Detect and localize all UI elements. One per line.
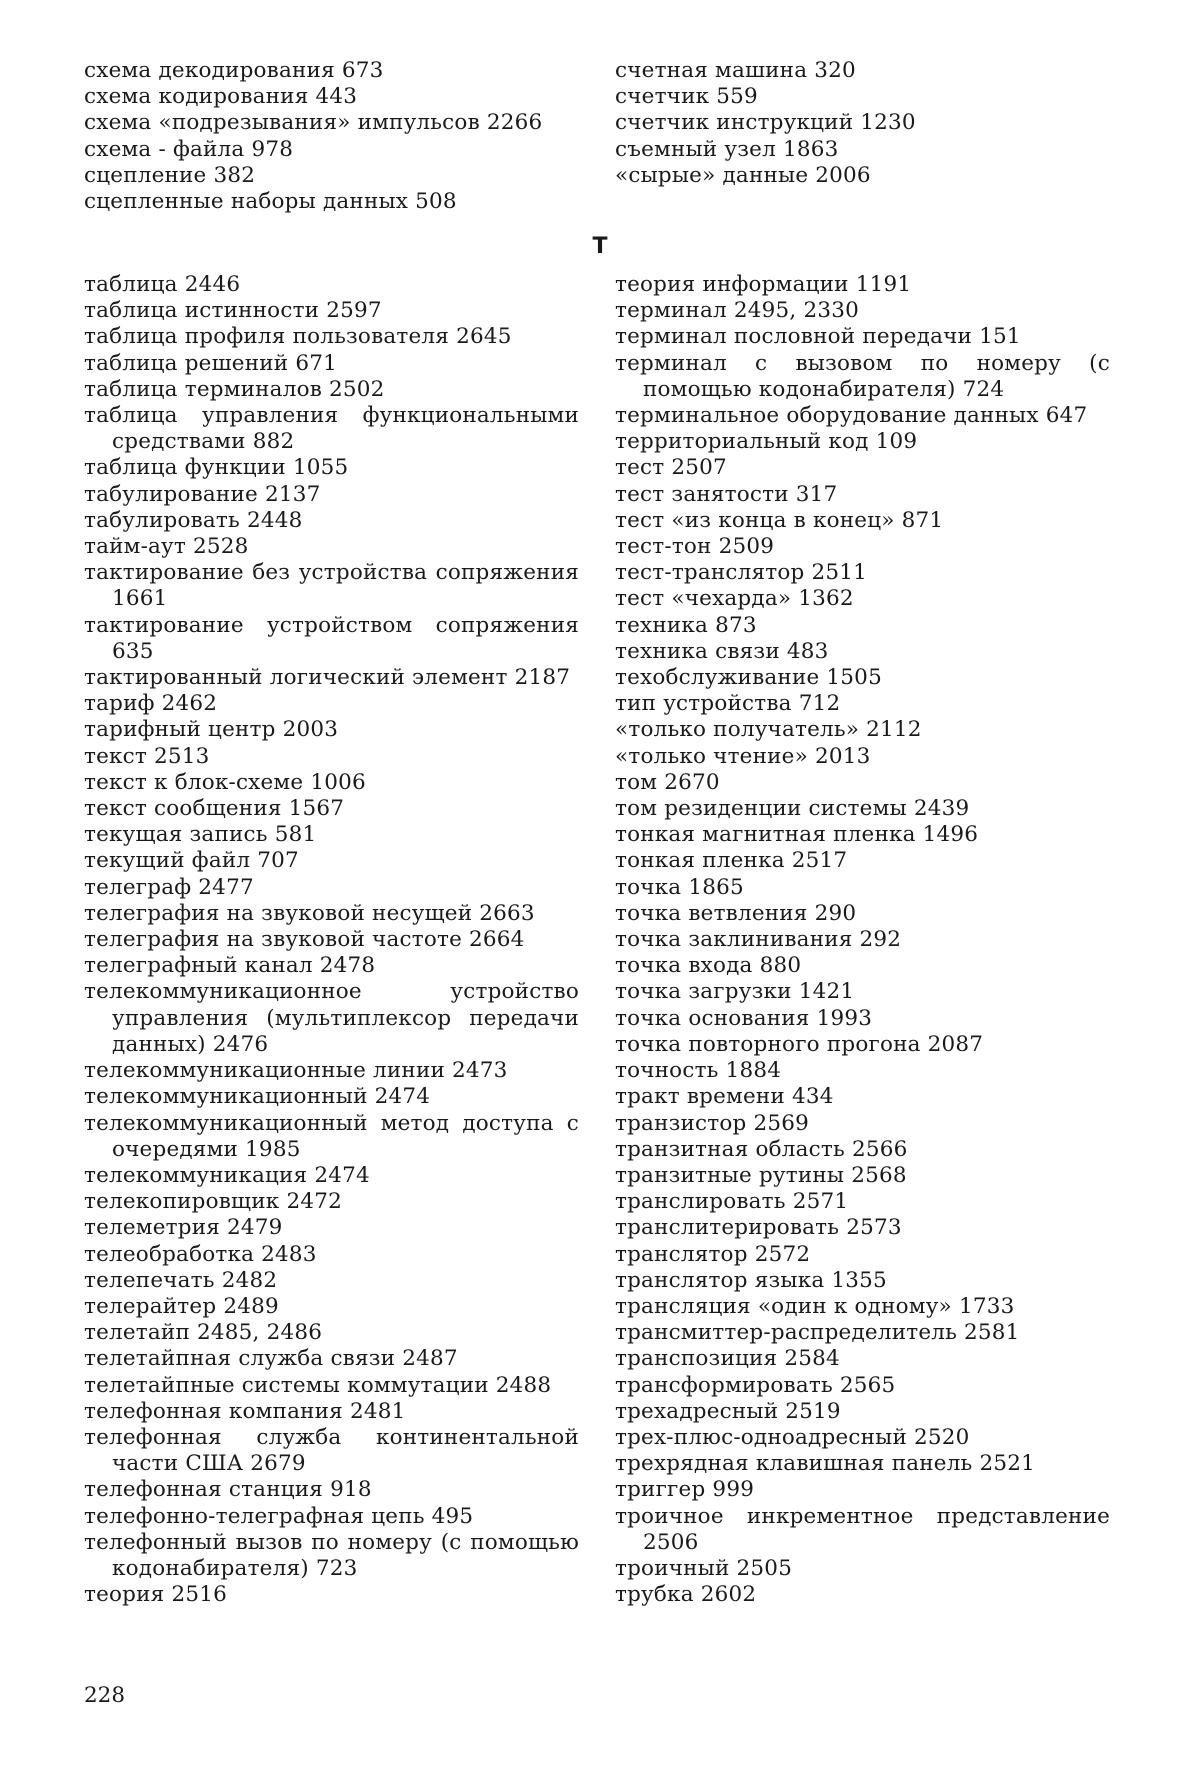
top-right-column xyxy=(615,58,1110,189)
index-entry: телефонная компания 2481 xyxy=(84,1398,406,1424)
index-entry: телеобработка 2483 xyxy=(84,1241,317,1267)
index-entry: точка ветвления 290 xyxy=(615,900,857,926)
index-entry: таблица управления функциональными средствами 882 xyxy=(84,403,579,455)
index-entry: схема - файла 978 xyxy=(84,136,294,162)
index-entry: транслятор 2572 xyxy=(615,1241,811,1267)
index-entry: телеметрия 2479 xyxy=(84,1215,283,1241)
index-entry: тест 2507 xyxy=(615,455,727,481)
index-entry: трех-плюс-одноадресный 2520 xyxy=(615,1424,970,1450)
index-entry: тест «из конца в конец» 871 xyxy=(615,507,944,533)
index-entry: телетайп 2485, 2486 xyxy=(84,1320,323,1346)
index-entry: текущая запись 581 xyxy=(84,822,317,848)
index-entry: транслятор языка 1355 xyxy=(615,1267,887,1293)
index-entry: схема кодирования 443 xyxy=(84,84,358,110)
index-entry: трансмиттер-распределитель 2581 xyxy=(615,1320,1020,1346)
index-entry: телекоммуникационный метод доступа с очередями 1985 xyxy=(84,1110,579,1162)
index-entry: телеграфия на звуковой несущей 2663 xyxy=(84,900,535,926)
index-entry: съемный узел 1863 xyxy=(615,136,839,162)
index-entry: текст 2513 xyxy=(84,743,210,769)
index-entry: тракт времени 434 xyxy=(615,1084,834,1110)
index-entry: техника 873 xyxy=(615,612,757,638)
index-entry: таблица 2446 xyxy=(84,272,241,297)
index-entry: тест-тон 2509 xyxy=(615,534,775,560)
index-entry: терминал пословной передачи 151 xyxy=(615,324,1021,350)
index-entry: телеграфия на звуковой частоте 2664 xyxy=(84,927,525,953)
index-entry: трубка 2602 xyxy=(615,1582,757,1608)
index-entry: теория информации 1191 xyxy=(615,272,912,297)
index-entry: терминал с вызовом по номеру (с помощью кодонабирателя) 724 xyxy=(615,350,1110,402)
index-entry: телетайпные системы коммутации 2488 xyxy=(84,1372,552,1398)
index-entry: «только получатель» 2112 xyxy=(615,717,922,743)
page-number: 228 xyxy=(84,1683,126,1708)
index-entry: тонкая пленка 2517 xyxy=(615,848,848,874)
index-entry: схема «подрезывания» импульсов 2266 xyxy=(84,110,543,136)
index-entry: техобслуживание 1505 xyxy=(615,665,882,691)
index-entry: телефонная служба континентальной части США 2679 xyxy=(84,1424,579,1477)
index-entry: тариф 2462 xyxy=(84,691,218,717)
index-entry: терминальное оборудование данных 647 xyxy=(615,403,1088,429)
index-entry: точка загрузки 1421 xyxy=(615,979,855,1005)
index-entry: точка повторного прогона 2087 xyxy=(615,1031,984,1057)
index-entry: сцепленные наборы данных 508 xyxy=(84,189,457,215)
main-left-column xyxy=(84,272,579,1608)
index-entry: теория 2516 xyxy=(84,1582,227,1608)
index-entry: телекоммуникационное устройство управления (мультиплексор передачи данных) 2476 xyxy=(84,979,579,1057)
index-entry: триггер 999 xyxy=(615,1477,755,1503)
index-entry: тонкая магнитная пленка 1496 xyxy=(615,822,979,848)
index-entry: тайм-аут 2528 xyxy=(84,534,249,560)
index-entry: трансформировать 2565 xyxy=(615,1372,896,1398)
index-entry: текст сообщения 1567 xyxy=(84,796,345,822)
index-entry: телеграф 2477 xyxy=(84,874,254,900)
index-entry: тест занятости 317 xyxy=(615,481,838,507)
index-entry: телефонная станция 918 xyxy=(84,1477,372,1503)
index-entry: счетчик инструкций 1230 xyxy=(615,110,916,136)
index-entry: «только чтение» 2013 xyxy=(615,743,871,769)
index-entry: телекоммуникационный 2474 xyxy=(84,1084,431,1110)
index-entry: схема декодирования 673 xyxy=(84,58,384,83)
index-entry: транслировать 2571 xyxy=(615,1189,849,1215)
index-entry: телерайтер 2489 xyxy=(84,1293,279,1319)
index-entry: телекоммуникационные линии 2473 xyxy=(84,1058,508,1084)
index-entry: таблица терминалов 2502 xyxy=(84,376,385,402)
index-entry: транспозиция 2584 xyxy=(615,1346,840,1372)
index-entry: точность 1884 xyxy=(615,1058,782,1084)
index-entry: тарифный центр 2003 xyxy=(84,717,339,743)
index-entry: таблица решений 671 xyxy=(84,350,337,376)
index-entry: троичное инкрементное представление 2506 xyxy=(615,1503,1110,1555)
index-entry: точка входа 880 xyxy=(615,953,802,979)
index-entry: телекопировщик 2472 xyxy=(84,1189,342,1215)
index-entry: телеграфный канал 2478 xyxy=(84,953,376,979)
top-left-column xyxy=(84,58,579,215)
section-letter-heading: Т xyxy=(592,234,608,259)
index-entry: телефонно-телеграфная цепь 495 xyxy=(84,1503,474,1529)
main-right-column xyxy=(615,272,1110,1608)
index-entry: тактирование устройством сопряжения 635 xyxy=(84,612,579,664)
index-entry: таблица истинности 2597 xyxy=(84,298,382,324)
index-entry: тест-транслятор 2511 xyxy=(615,560,868,586)
index-entry: трансляция «один к одному» 1733 xyxy=(615,1293,1015,1319)
index-entry: тактирование без устройства сопряжения 1661 xyxy=(84,560,579,612)
index-entry: телепечать 2482 xyxy=(84,1267,278,1293)
index-entry: транзитная область 2566 xyxy=(615,1136,908,1162)
index-entry: «сырые» данные 2006 xyxy=(615,162,871,188)
index-entry: трехадресный 2519 xyxy=(615,1398,841,1424)
index-entry: территориальный код 109 xyxy=(615,429,918,455)
index-entry: телефонный вызов по номеру (с помощью кодонабирателя) 723 xyxy=(84,1529,579,1581)
index-entry: тактированный логический элемент 2187 xyxy=(84,665,571,691)
index-entry: тест «чехарда» 1362 xyxy=(615,586,854,612)
index-entry: транзистор 2569 xyxy=(615,1110,810,1136)
index-entry: троичный 2505 xyxy=(615,1555,793,1581)
index-entry: текст к блок-схеме 1006 xyxy=(84,769,366,795)
index-entry: точка 1865 xyxy=(615,874,744,900)
index-entry: точка основания 1993 xyxy=(615,1005,873,1031)
index-entry: счетчик 559 xyxy=(615,84,758,110)
index-entry: трехрядная клавишная панель 2521 xyxy=(615,1451,1036,1477)
index-entry: техника связи 483 xyxy=(615,638,829,664)
index-entry: телетайпная служба связи 2487 xyxy=(84,1346,458,1372)
index-entry: телекоммуникация 2474 xyxy=(84,1162,370,1188)
index-entry: том 2670 xyxy=(615,769,720,795)
index-entry: текущий файл 707 xyxy=(84,848,299,874)
index-entry: табулировать 2448 xyxy=(84,507,303,533)
index-entry: точка заклинивания 292 xyxy=(615,927,902,953)
index-entry: таблица функции 1055 xyxy=(84,455,349,481)
index-entry: терминал 2495, 2330 xyxy=(615,298,859,324)
index-entry: транзитные рутины 2568 xyxy=(615,1162,907,1188)
index-entry: таблица профиля пользователя 2645 xyxy=(84,324,512,350)
index-entry: том резиденции системы 2439 xyxy=(615,796,970,822)
index-entry: сцепление 382 xyxy=(84,162,256,188)
index-entry: тип устройства 712 xyxy=(615,691,841,717)
index-entry: транслитерировать 2573 xyxy=(615,1215,902,1241)
index-entry: счетная машина 320 xyxy=(615,58,856,83)
index-entry: табулирование 2137 xyxy=(84,481,321,507)
